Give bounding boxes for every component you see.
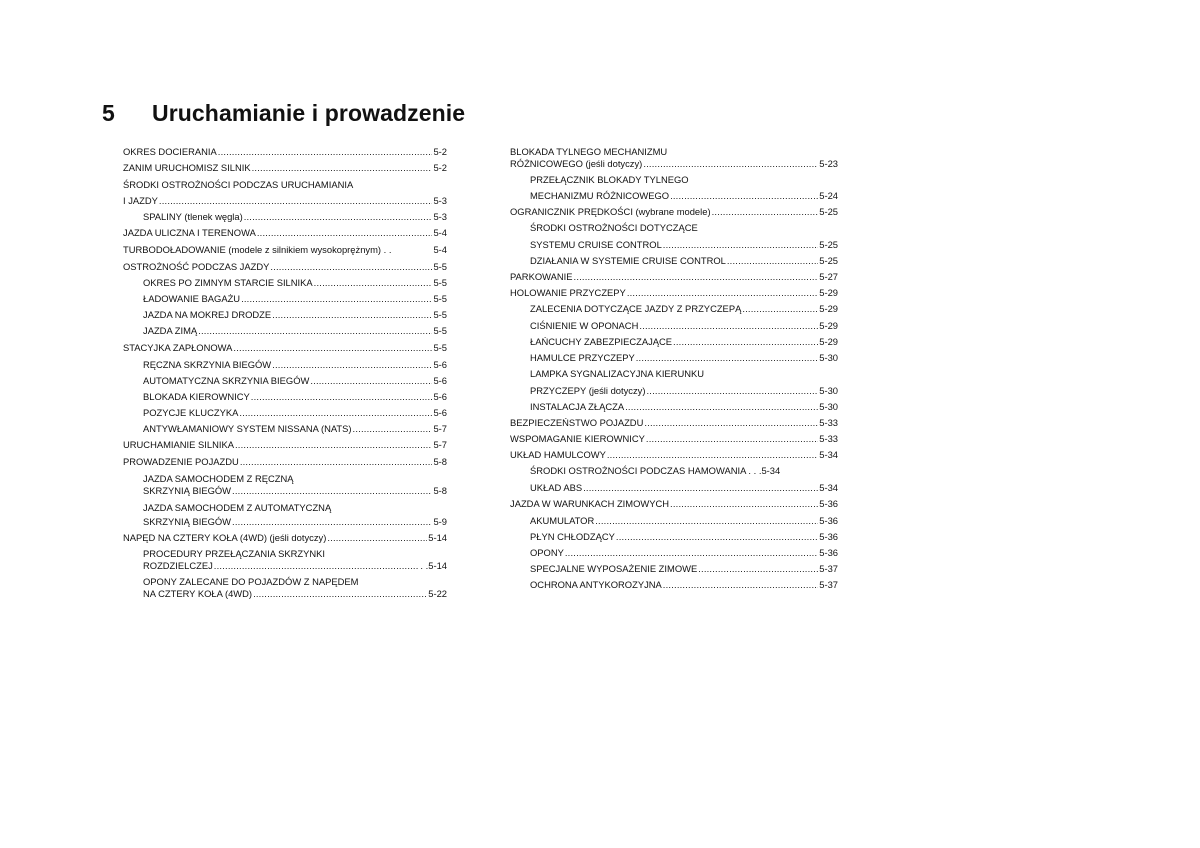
toc-entry-line[interactable]: BLOKADA TYLNEGO MECHANIZMU bbox=[510, 146, 668, 157]
toc-entry[interactable]: AUTOMATYCZNA SKRZYNIA BIEGÓW ..... 5-6 bbox=[143, 375, 447, 387]
leader-dots bbox=[272, 359, 432, 371]
toc-entry[interactable]: JAZDA NA MOKREJ DRODZE ..... 5-5 bbox=[143, 309, 447, 321]
page-ref: 5-37 bbox=[819, 579, 838, 590]
leader-dots bbox=[712, 206, 819, 218]
toc-entry[interactable]: OCHRONA ANTYKOROZYJNA ..... 5-37 bbox=[530, 579, 838, 591]
page-ref: 5-34 bbox=[819, 482, 838, 493]
page-ref: . .5-14 bbox=[420, 560, 447, 571]
page-ref: 5-25 bbox=[819, 239, 838, 250]
page-ref: 5-29 bbox=[819, 303, 838, 314]
page-ref: 5-2 bbox=[433, 146, 447, 157]
toc-entry[interactable]: POZYCJE KLUCZYKA ..... 5-6 bbox=[143, 407, 447, 419]
leader-dots bbox=[646, 433, 818, 445]
page-ref: 5-7 bbox=[433, 439, 447, 450]
leader-dots bbox=[218, 146, 433, 158]
leader-dots bbox=[607, 449, 818, 461]
page-ref: 5-36 bbox=[819, 515, 838, 526]
toc-entry-line[interactable]: LAMPKA SYGNALIZACYJNA KIERUNKU bbox=[530, 368, 705, 379]
toc-entry[interactable]: PRZYCZEPY (jeśli dotyczy) ..... 5-30 bbox=[530, 385, 838, 397]
leader-dots bbox=[636, 352, 819, 364]
page-ref: 5-5 bbox=[433, 309, 447, 320]
page-ref: 5-5 bbox=[433, 342, 447, 353]
page-ref: 5-29 bbox=[819, 336, 838, 347]
leader-dots bbox=[310, 375, 432, 387]
toc-entry[interactable]: HAMULCE PRZYCZEPY ..... 5-30 bbox=[530, 352, 838, 364]
toc-entry[interactable]: JAZDA W WARUNKACH ZIMOWYCH ..... 5-36 bbox=[510, 498, 838, 510]
toc-entry[interactable]: SKRZYNIĄ BIEGÓW ..... 5-8 bbox=[143, 485, 447, 497]
leader-dots bbox=[239, 407, 432, 419]
page-ref: 5-33 bbox=[819, 417, 838, 428]
page-ref: 5-30 bbox=[819, 401, 838, 412]
leader-dots bbox=[241, 293, 432, 305]
leader-dots bbox=[214, 560, 420, 572]
page-ref: 5-4 bbox=[433, 227, 447, 238]
leader-dots bbox=[232, 516, 432, 528]
toc-entry[interactable]: OPONY ..... 5-36 bbox=[530, 547, 838, 559]
page-ref: 5-34 bbox=[819, 449, 838, 460]
toc-entry[interactable]: I JAZDY ..... 5-3 bbox=[123, 195, 447, 207]
toc-entry[interactable]: ROZDZIELCZEJ ..... . .5-14 bbox=[143, 560, 447, 572]
leader-dots bbox=[232, 485, 432, 497]
leader-dots bbox=[583, 482, 818, 494]
toc-entry[interactable]: ANTYWŁAMANIOWY SYSTEM NISSANA (NATS) ..... 5-7 bbox=[143, 423, 447, 435]
leader-dots bbox=[698, 563, 818, 575]
leader-dots bbox=[627, 287, 818, 299]
toc-entry[interactable]: MECHANIZMU RÓŻNICOWEGO ..... 5-24 bbox=[530, 190, 838, 202]
page-ref: 5-4 bbox=[433, 244, 447, 255]
leader-dots bbox=[646, 385, 818, 397]
toc-entry[interactable]: NAPĘD NA CZTERY KOŁA (4WD) (jeśli dotyczy) ..... 5-14 bbox=[123, 532, 447, 544]
page-ref: 5-27 bbox=[819, 271, 838, 282]
chapter-heading bbox=[102, 100, 465, 127]
toc-entry[interactable]: OKRES DOCIERANIA ..... 5-2 bbox=[123, 146, 447, 158]
leader-dots bbox=[251, 391, 433, 403]
page-ref: 5-29 bbox=[819, 320, 838, 331]
leader-dots bbox=[663, 239, 818, 251]
page-ref: 5-9 bbox=[433, 516, 447, 527]
page-ref: 5-5 bbox=[433, 293, 447, 304]
page-ref: 5-23 bbox=[819, 158, 838, 169]
page-ref: 5-25 bbox=[819, 255, 838, 266]
toc-entry[interactable]: BLOKADA KIEROWNICY ..... 5-6 bbox=[143, 391, 447, 403]
page-ref: 5-3 bbox=[433, 195, 447, 206]
chapter-title: Uruchamianie i prowadzenie bbox=[152, 100, 466, 126]
leader-dots bbox=[643, 158, 818, 170]
leader-dots bbox=[327, 532, 427, 544]
page-ref: 5-24 bbox=[819, 190, 838, 201]
page-ref: 5-7 bbox=[433, 423, 447, 434]
leader-dots bbox=[198, 325, 432, 337]
toc-entry-line[interactable]: PROCEDURY PRZEŁĄCZANIA SKRZYNKI bbox=[143, 548, 325, 559]
toc-entry-line[interactable]: ŚRODKI OSTROŻNOŚCI DOTYCZĄCE bbox=[530, 222, 698, 233]
page-ref: 5-36 bbox=[819, 498, 838, 509]
leader-dots bbox=[253, 588, 427, 600]
toc-entry[interactable]: ZANIM URUCHOMISZ SILNIK ..... 5-2 bbox=[123, 162, 447, 174]
page-ref: 5-5 bbox=[433, 325, 447, 336]
toc-entry-line[interactable]: JAZDA SAMOCHODEM Z RĘCZNĄ bbox=[143, 473, 294, 484]
page-ref: 5-8 bbox=[433, 456, 447, 467]
leader-dots bbox=[644, 417, 818, 429]
toc-entry[interactable]: TURBODOŁADOWANIE (modele z silnikiem wysokoprężnym) . . 5-4 bbox=[123, 244, 447, 255]
toc-entry-line[interactable]: ŚRODKI OSTROŻNOŚCI PODCZAS URUCHAMIANIA bbox=[123, 179, 354, 190]
toc-entry[interactable]: AKUMULATOR ..... 5-36 bbox=[530, 515, 838, 527]
leader-dots bbox=[565, 547, 818, 559]
page-ref: 5-5 bbox=[433, 261, 447, 272]
leader-dots bbox=[159, 195, 433, 207]
page-ref: 5-36 bbox=[819, 547, 838, 558]
leader-dots bbox=[314, 277, 433, 289]
leader-dots bbox=[663, 579, 818, 591]
leader-dots bbox=[252, 162, 433, 174]
toc-entry[interactable]: SPECJALNE WYPOSAŻENIE ZIMOWE ..... 5-37 bbox=[530, 563, 838, 575]
page-ref: 5-33 bbox=[819, 433, 838, 444]
toc-entry[interactable]: RĘCZNA SKRZYNIA BIEGÓW ..... 5-6 bbox=[143, 359, 447, 371]
leader-dots bbox=[727, 255, 818, 267]
toc-entry[interactable]: CIŚNIENIE W OPONACH ..... 5-29 bbox=[530, 320, 838, 332]
page-ref: 5-36 bbox=[819, 531, 838, 542]
page-ref: 5-14 bbox=[428, 532, 447, 543]
leader-dots bbox=[233, 342, 432, 354]
leader-dots bbox=[353, 423, 433, 435]
toc-entry[interactable]: NA CZTERY KOŁA (4WD) ..... 5-22 bbox=[143, 588, 447, 600]
toc-entry-line[interactable]: PRZEŁĄCZNIK BLOKADY TYLNEGO bbox=[530, 174, 689, 185]
toc-entry[interactable]: ŚRODKI OSTROŻNOŚCI PODCZAS HAMOWANIA . . .5-34 bbox=[530, 465, 781, 476]
toc-entry[interactable]: WSPOMAGANIE KIEROWNICY ..... 5-33 bbox=[510, 433, 838, 445]
toc-entry[interactable]: JAZDA ZIMĄ ..... 5-5 bbox=[143, 325, 447, 337]
toc-entry[interactable]: PŁYN CHŁODZĄCY ..... 5-36 bbox=[530, 531, 838, 543]
toc-entry[interactable]: ŁAŃCUCHY ZABEZPIECZAJĄCE ..... 5-29 bbox=[530, 336, 838, 348]
page-ref: 5-8 bbox=[433, 485, 447, 496]
leader-dots bbox=[272, 309, 432, 321]
toc-entry[interactable]: STACYJKA ZAPŁONOWA ..... 5-5 bbox=[123, 342, 447, 354]
toc-entry[interactable]: JAZDA ULICZNA I TERENOWA ..... 5-4 bbox=[123, 227, 447, 239]
leader-dots bbox=[673, 336, 818, 348]
leader-dots bbox=[625, 401, 818, 413]
page-ref: 5-30 bbox=[819, 352, 838, 363]
leader-dots bbox=[670, 190, 818, 202]
toc-entry-line[interactable]: OPONY ZALECANE DO POJAZDÓW Z NAPĘDEM bbox=[143, 576, 359, 587]
toc-entry[interactable]: URUCHAMIANIE SILNIKA ..... 5-7 bbox=[123, 439, 447, 451]
page-ref: 5-37 bbox=[819, 563, 838, 574]
page-ref: 5-22 bbox=[428, 588, 447, 599]
page-ref: 5-6 bbox=[433, 407, 447, 418]
page-ref: 5-6 bbox=[433, 391, 447, 402]
toc-entry[interactable]: SYSTEMU CRUISE CONTROL ..... 5-25 bbox=[530, 239, 838, 251]
toc-entry[interactable]: SKRZYNIĄ BIEGÓW ..... 5-9 bbox=[143, 516, 447, 528]
page-ref: 5-30 bbox=[819, 385, 838, 396]
toc-entry[interactable]: UKŁAD ABS ..... 5-34 bbox=[530, 482, 838, 494]
leader-dots bbox=[244, 211, 433, 223]
toc-entry[interactable]: RÓŻNICOWEGO (jeśli dotyczy) ..... 5-23 bbox=[510, 158, 838, 170]
toc-entry[interactable]: OSTROŻNOŚĆ PODCZAS JAZDY ..... 5-5 bbox=[123, 261, 447, 273]
toc-entry[interactable]: UKŁAD HAMULCOWY ..... 5-34 bbox=[510, 449, 838, 461]
toc-entry[interactable]: DZIAŁANIA W SYSTEMIE CRUISE CONTROL ..... 5-25 bbox=[530, 255, 838, 267]
leader-dots bbox=[574, 271, 819, 283]
toc-entry[interactable]: SPALINY (tlenek węgla) ..... 5-3 bbox=[143, 211, 447, 223]
toc-entry[interactable]: OKRES PO ZIMNYM STARCIE SILNIKA ..... 5-5 bbox=[143, 277, 447, 289]
page-ref: 5-6 bbox=[433, 359, 447, 370]
toc-entry[interactable]: PARKOWANIE ..... 5-27 bbox=[510, 271, 838, 283]
leader-dots bbox=[595, 515, 818, 527]
toc-entry[interactable]: ŁADOWANIE BAGAŻU ..... 5-5 bbox=[143, 293, 447, 305]
toc-entry[interactable]: ZALECENIA DOTYCZĄCE JAZDY Z PRZYCZEPĄ ..... 5-29 bbox=[530, 303, 838, 315]
leader-dots bbox=[670, 498, 818, 510]
page-ref: 5-5 bbox=[433, 277, 447, 288]
toc-entry[interactable]: BEZPIECZEŃSTWO POJAZDU ..... 5-33 bbox=[510, 417, 838, 429]
page-ref: 5-3 bbox=[433, 211, 447, 222]
chapter-number: 5 bbox=[102, 100, 115, 126]
toc-entry[interactable]: PROWADZENIE POJAZDU ..... 5-8 bbox=[123, 456, 447, 468]
page-ref: 5-2 bbox=[433, 162, 447, 173]
leader-dots bbox=[257, 227, 433, 239]
page-ref: 5-25 bbox=[819, 206, 838, 217]
leader-dots bbox=[270, 261, 432, 273]
leader-dots bbox=[639, 320, 818, 332]
page-ref: 5-29 bbox=[819, 287, 838, 298]
toc-entry[interactable]: OGRANICZNIK PRĘDKOŚCI (wybrane modele) ..... 5-25 bbox=[510, 206, 838, 218]
toc-entry[interactable]: HOLOWANIE PRZYCZEPY ..... 5-29 bbox=[510, 287, 838, 299]
toc-entry-line[interactable]: JAZDA SAMOCHODEM Z AUTOMATYCZNĄ bbox=[143, 502, 332, 513]
leader-dots bbox=[742, 303, 818, 315]
page-ref: 5-6 bbox=[433, 375, 447, 386]
leader-dots bbox=[235, 439, 432, 451]
leader-dots bbox=[616, 531, 818, 543]
leader-dots bbox=[240, 456, 433, 468]
toc-entry[interactable]: INSTALACJA ZŁĄCZA ..... 5-30 bbox=[530, 401, 838, 413]
